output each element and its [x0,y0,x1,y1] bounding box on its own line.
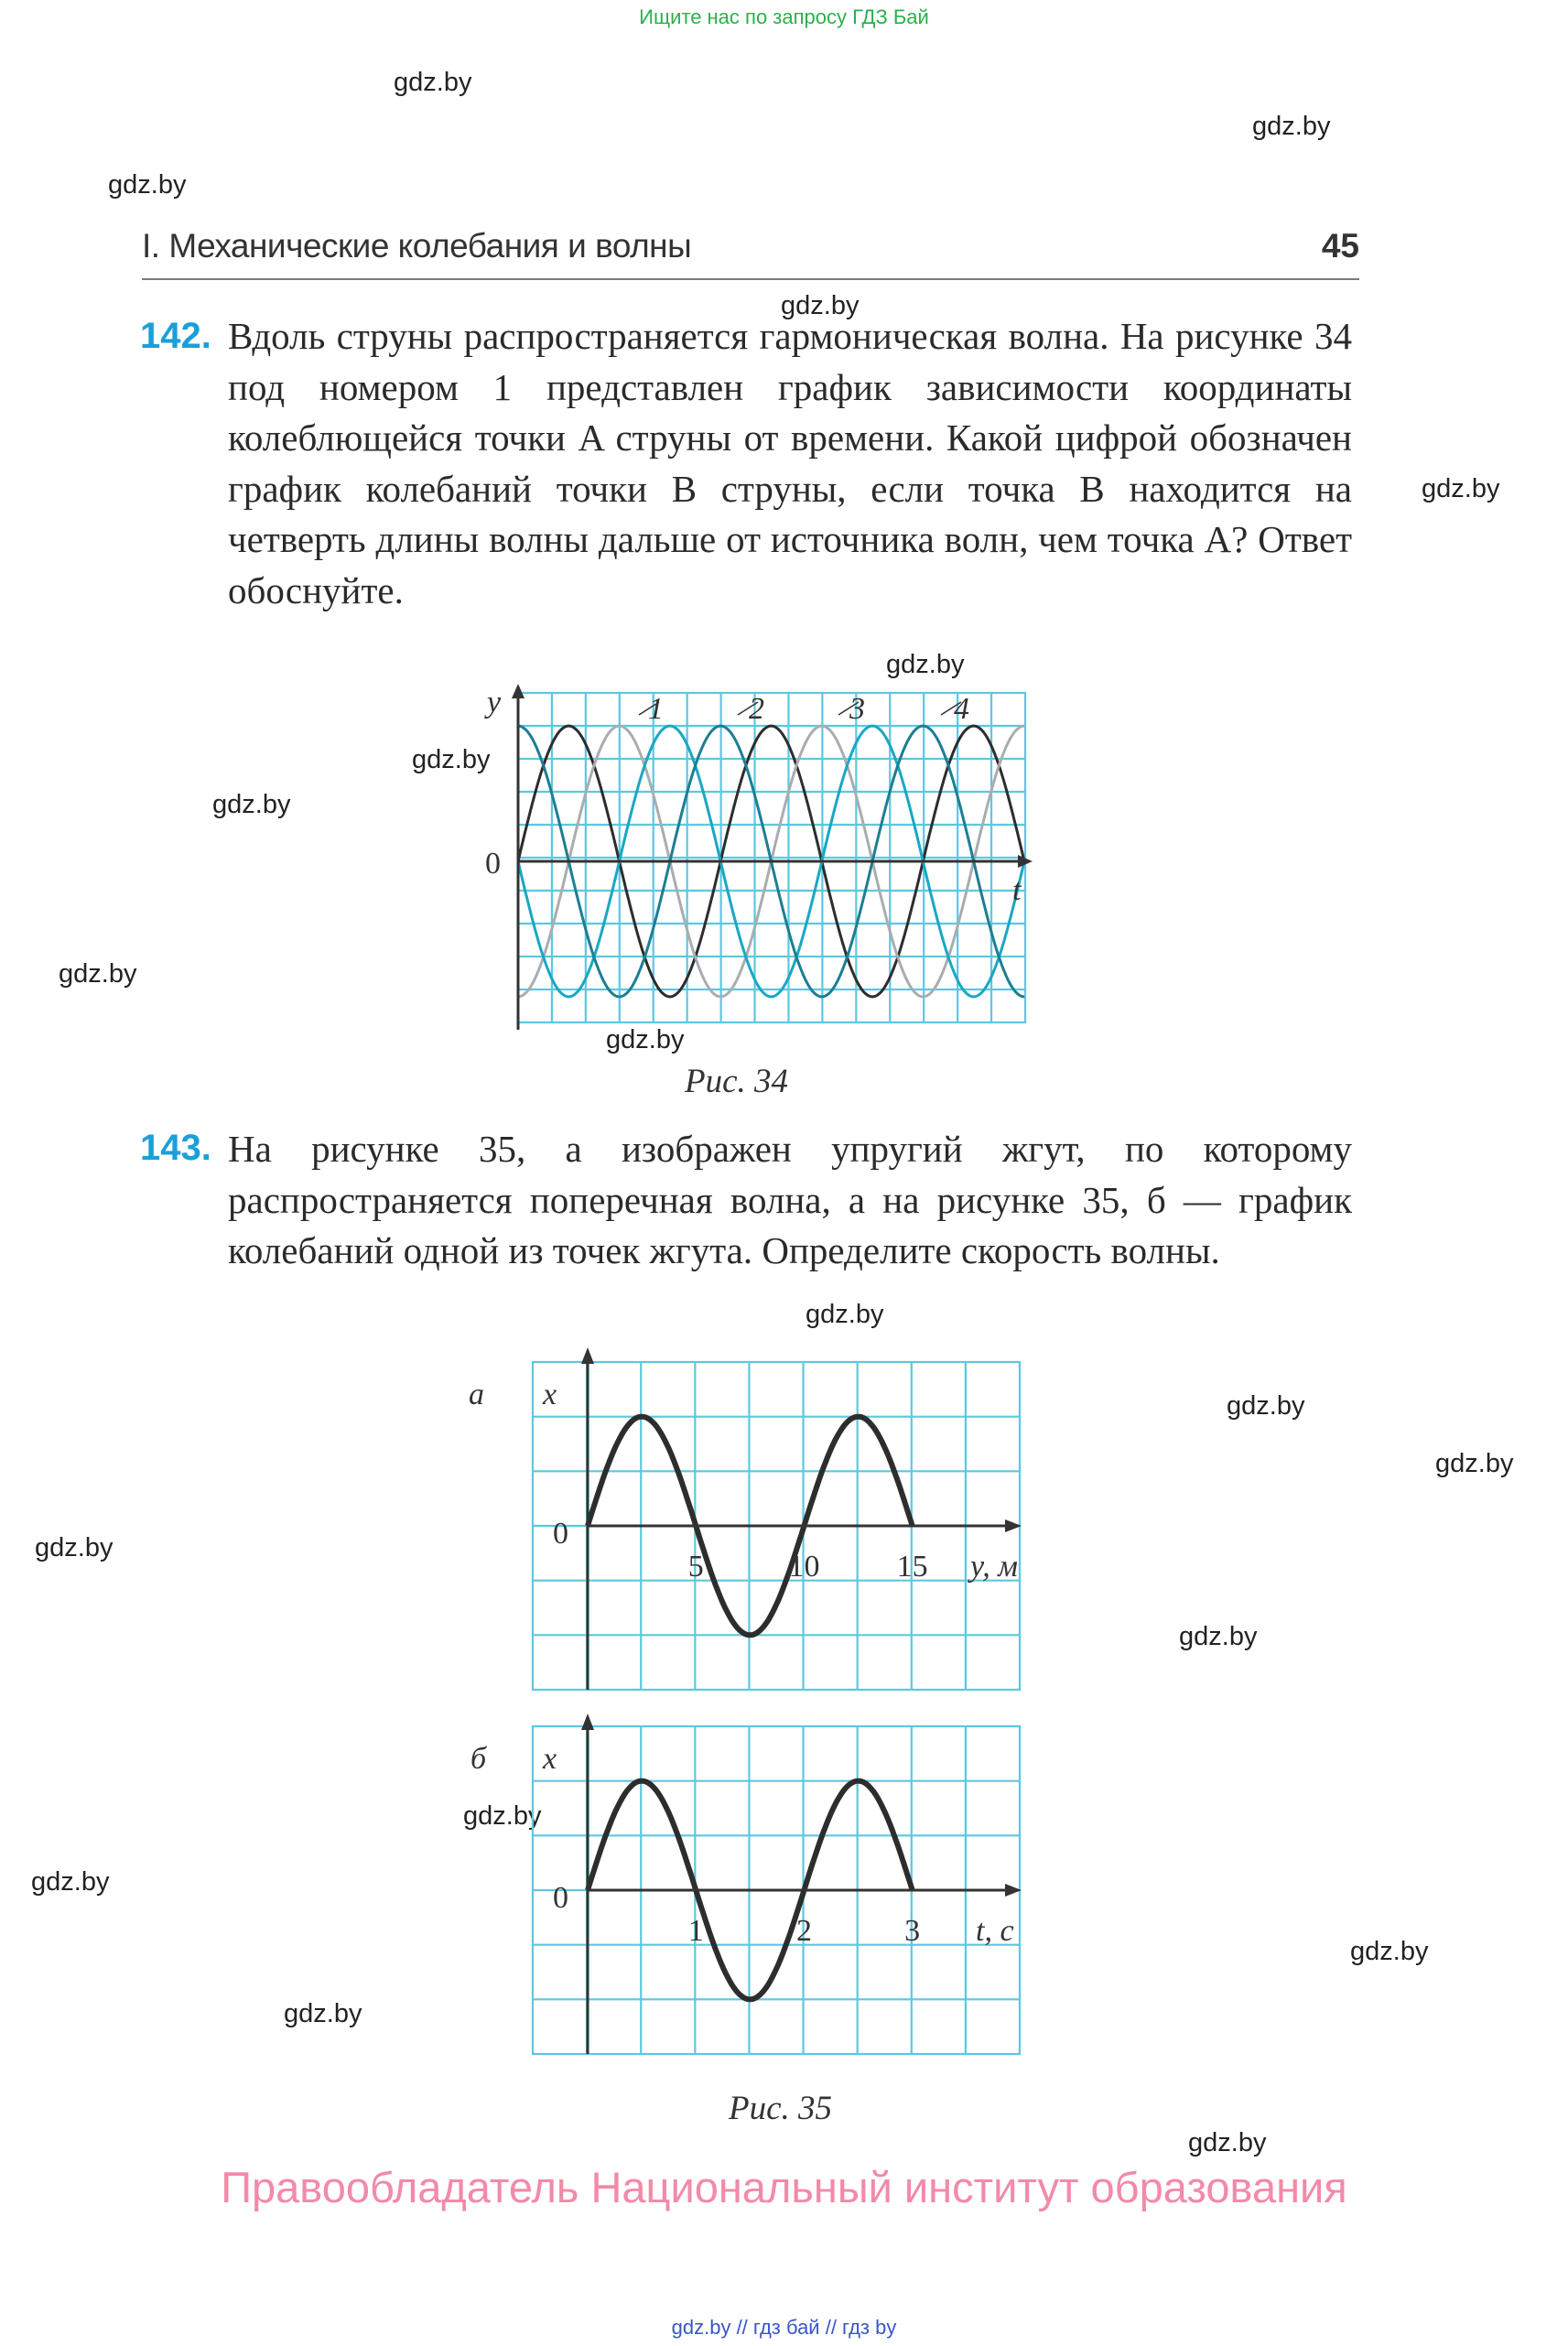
panel-label-a: а [469,1378,484,1411]
figure-35b-chart [458,1712,1062,2064]
watermark: gdz.by [1227,1391,1305,1421]
watermark: gdz.by [412,745,491,774]
watermark: gdz.by [781,291,860,320]
figure-35-caption: Рис. 35 [729,2090,833,2127]
origin-label: 0 [553,1881,568,1915]
y-axis-arrow [512,684,524,698]
watermark: gdz.by [1435,1449,1514,1478]
y-axis-label: y, м [970,1550,1018,1584]
watermark: gdz.by [59,959,137,989]
watermark: gdz.by [35,1533,114,1562]
problem-number-143: 143. [140,1128,211,1168]
watermark: gdz.by [886,650,965,679]
page-header [142,227,1359,280]
watermark: gdz.by [284,1999,362,2028]
chapter-title: I. Механические колебания и волны [142,227,692,265]
x-axis-arrow [581,1714,594,1730]
origin-label: 0 [485,847,501,881]
panel-label-b: б [470,1742,487,1776]
problem-number-142: 142. [140,316,211,356]
figure-34-caption: Рис. 34 [685,1063,789,1100]
tick-label: 3 [904,1914,921,1948]
t-axis-label: t, с [976,1914,1014,1948]
watermark: gdz.by [1188,2128,1267,2157]
page-number: 45 [1321,227,1359,265]
x-axis-label: x [543,1378,557,1411]
tick-label: 15 [896,1550,928,1584]
figure-35a-chart [458,1346,1062,1703]
watermark: gdz.by [212,790,291,819]
watermark: gdz.by [1422,474,1500,503]
copyright-notice: Правообладатель Национальный институт образования [221,2163,1347,2211]
tick-label: 2 [795,1914,812,1948]
curve-label-4: 4 [954,692,969,726]
watermark: gdz.by [1252,112,1331,141]
tick-label: 1 [687,1914,704,1948]
watermark: gdz.by [31,1867,110,1897]
y-axis-label: y [487,686,502,719]
origin-label: 0 [553,1517,568,1551]
watermark: gdz.by [394,68,472,97]
watermark: gdz.by [463,1801,542,1831]
watermark: gdz.by [606,1025,685,1054]
watermark: gdz.by [108,170,187,200]
x-axis-label: t [1012,873,1022,907]
tick-label: 10 [788,1550,820,1584]
top-banner[interactable]: Ищите нас по запросу ГДЗ Бай [639,5,929,28]
curve-label-1: 1 [648,692,664,726]
curve-label-3: 3 [849,692,865,726]
watermark: gdz.by [1350,1937,1429,1966]
figure-34-chart [467,682,1034,1039]
x-axis-label: x [543,1742,557,1776]
watermark: gdz.by [806,1300,884,1329]
watermark: gdz.by [1179,1622,1258,1651]
problem-text-142: Вдоль струны распространяется гармоническая волна. На рисунке 34 под номером 1 представлен график зависимости координаты колеблющейся точки A струны от времени. Какой цифрой обозначен график колебаний точки B струны, если точка B находится на четверть длины волны дальше от источника волн, чем точка A? Ответ обоснуйте. [228,315,1352,611]
x-axis-arrow [581,1347,594,1364]
tick-label: 5 [687,1550,704,1584]
footer-links[interactable]: gdz.by // гдз бай // гдз by [671,2316,897,2339]
curve-label-2: 2 [749,692,764,726]
problem-text-143: На рисунке 35, а изображен упругий жгут, по которому распространяется поперечная волна, а на рисунке 35, б — график колебаний одной из точек жгута. Определите скорость волны. [228,1128,1352,1271]
